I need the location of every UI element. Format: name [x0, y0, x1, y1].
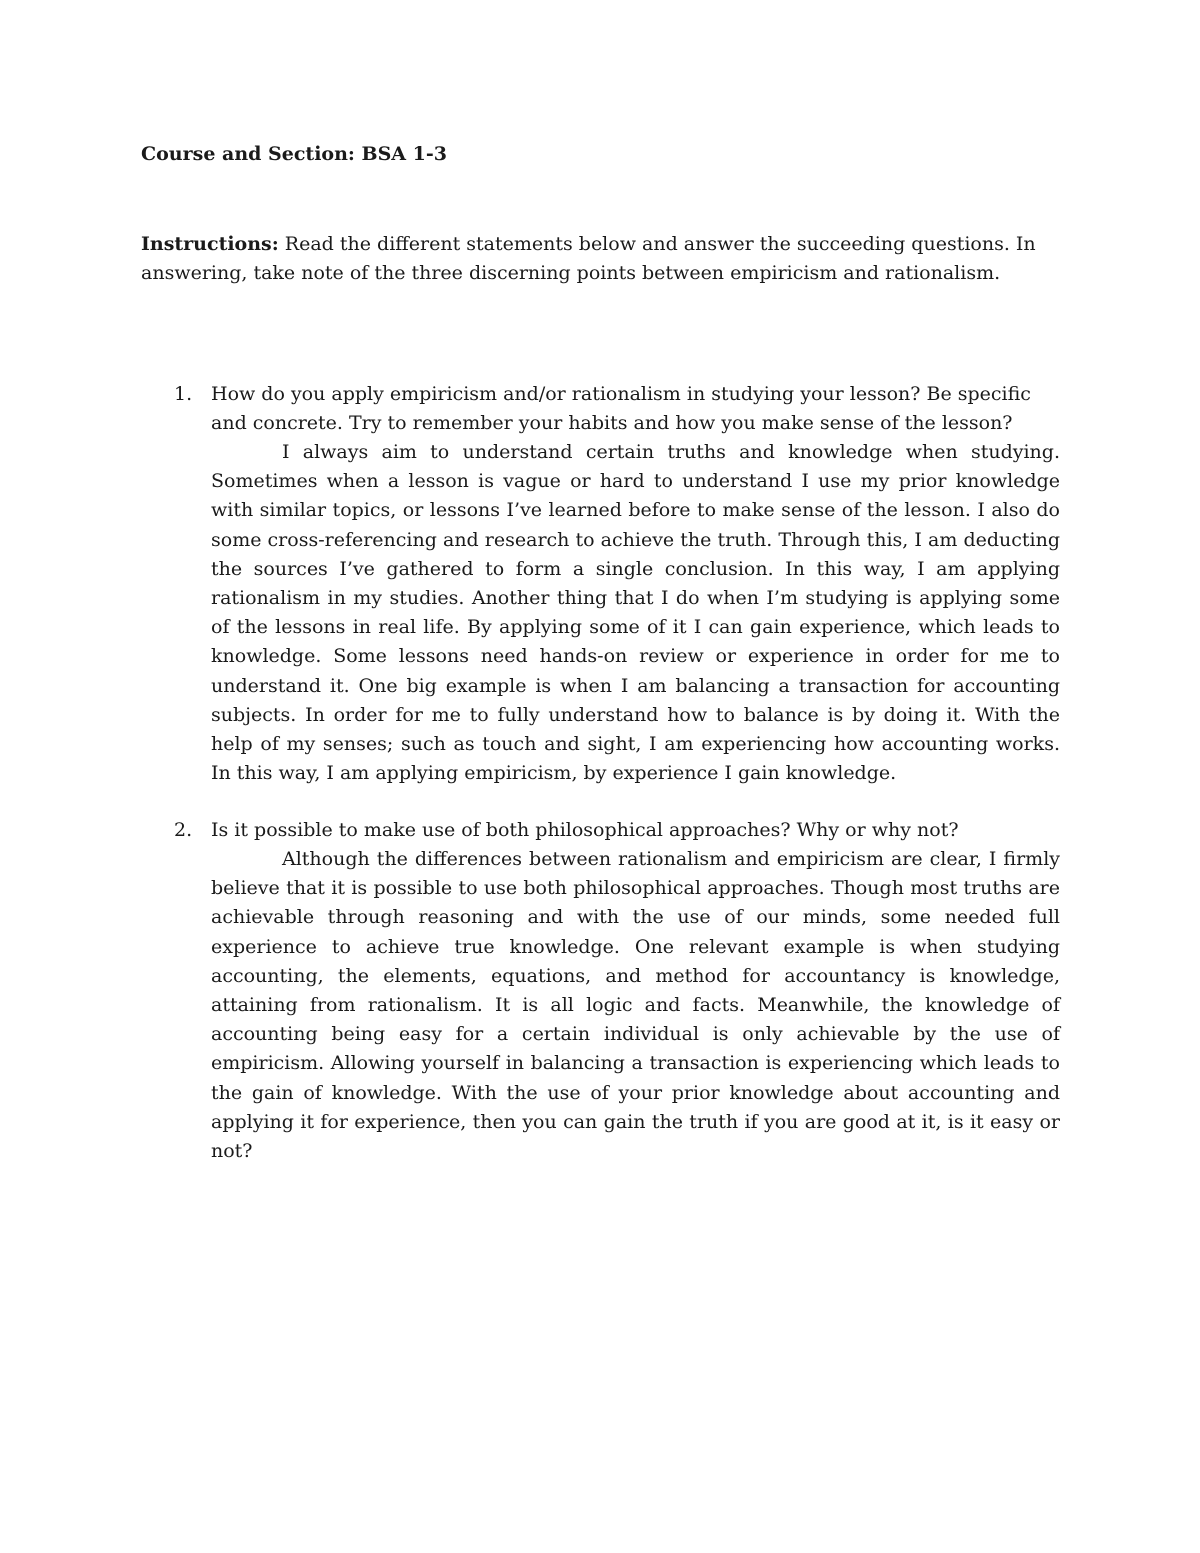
question-number: 2.: [174, 819, 193, 841]
answer-paragraph: I always aim to understand certain truths and knowledge when studying. Sometimes when a lesson is vague or hard to understand I use my prior knowledge with similar topics, or lessons I’ve learned before to make sense of the lesson. I also do some cross-referencing and research to achieve the truth. Through this, I am deducting the sources I’ve gathered to form a single conclusion. In this way, I am applying rationalism in my studies. Another thing that I do when I’m studying is applying some of the lessons in real life. By applying some of it I can gain experience, which leads to knowledge. Some lessons need hands-on review or experience in order for me to understand it. One big example is when I am balancing a transaction for accounting subjects. In order for me to fully understand how to balance is by doing it. With the help of my senses; such as touch and sight, I am experiencing how accounting works. In this way, I am applying empiricism, by experience I gain knowledge.: [211, 441, 1060, 785]
instructions-text: Read the different statements below and answer the succeeding questions. In answering, take note of the three discerning points between empiricism and rationalism.: [141, 233, 1036, 284]
instructions-paragraph: [141, 230, 1061, 288]
question-text: How do you apply empiricism and/or rationalism in studying your lesson? Be specific and concrete. Try to remember your habits and how you make sense of the lesson?: [211, 383, 1031, 434]
course-section-heading: Course and Section: BSA 1-3: [141, 143, 447, 165]
instructions-label: Instructions:: [141, 233, 279, 255]
question-number: 1.: [174, 383, 193, 405]
question-body: [211, 816, 1060, 1166]
question-item-1: [174, 380, 1060, 788]
question-item-2: [174, 816, 1060, 1166]
question-text: Is it possible to make use of both philosophical approaches? Why or why not?: [211, 819, 959, 841]
question-body: [211, 380, 1060, 788]
answer-paragraph: Although the differences between rationalism and empiricism are clear, I firmly believe that it is possible to use both philosophical approaches. Though most truths are achievable through reasoning and with the use of our minds, some needed full experience to achieve true knowledge. One relevant example is when studying accounting, the elements, equations, and method for accountancy is knowledge, attaining from rationalism. It is all logic and facts. Meanwhile, the knowledge of accounting being easy for a certain individual is only achievable by the use of empiricism. Allowing yourself in balancing a transaction is experiencing which leads to the gain of knowledge. With the use of your prior knowledge about accounting and applying it for experience, then you can gain the truth if you are good at it, is it easy or not?: [211, 848, 1060, 1163]
